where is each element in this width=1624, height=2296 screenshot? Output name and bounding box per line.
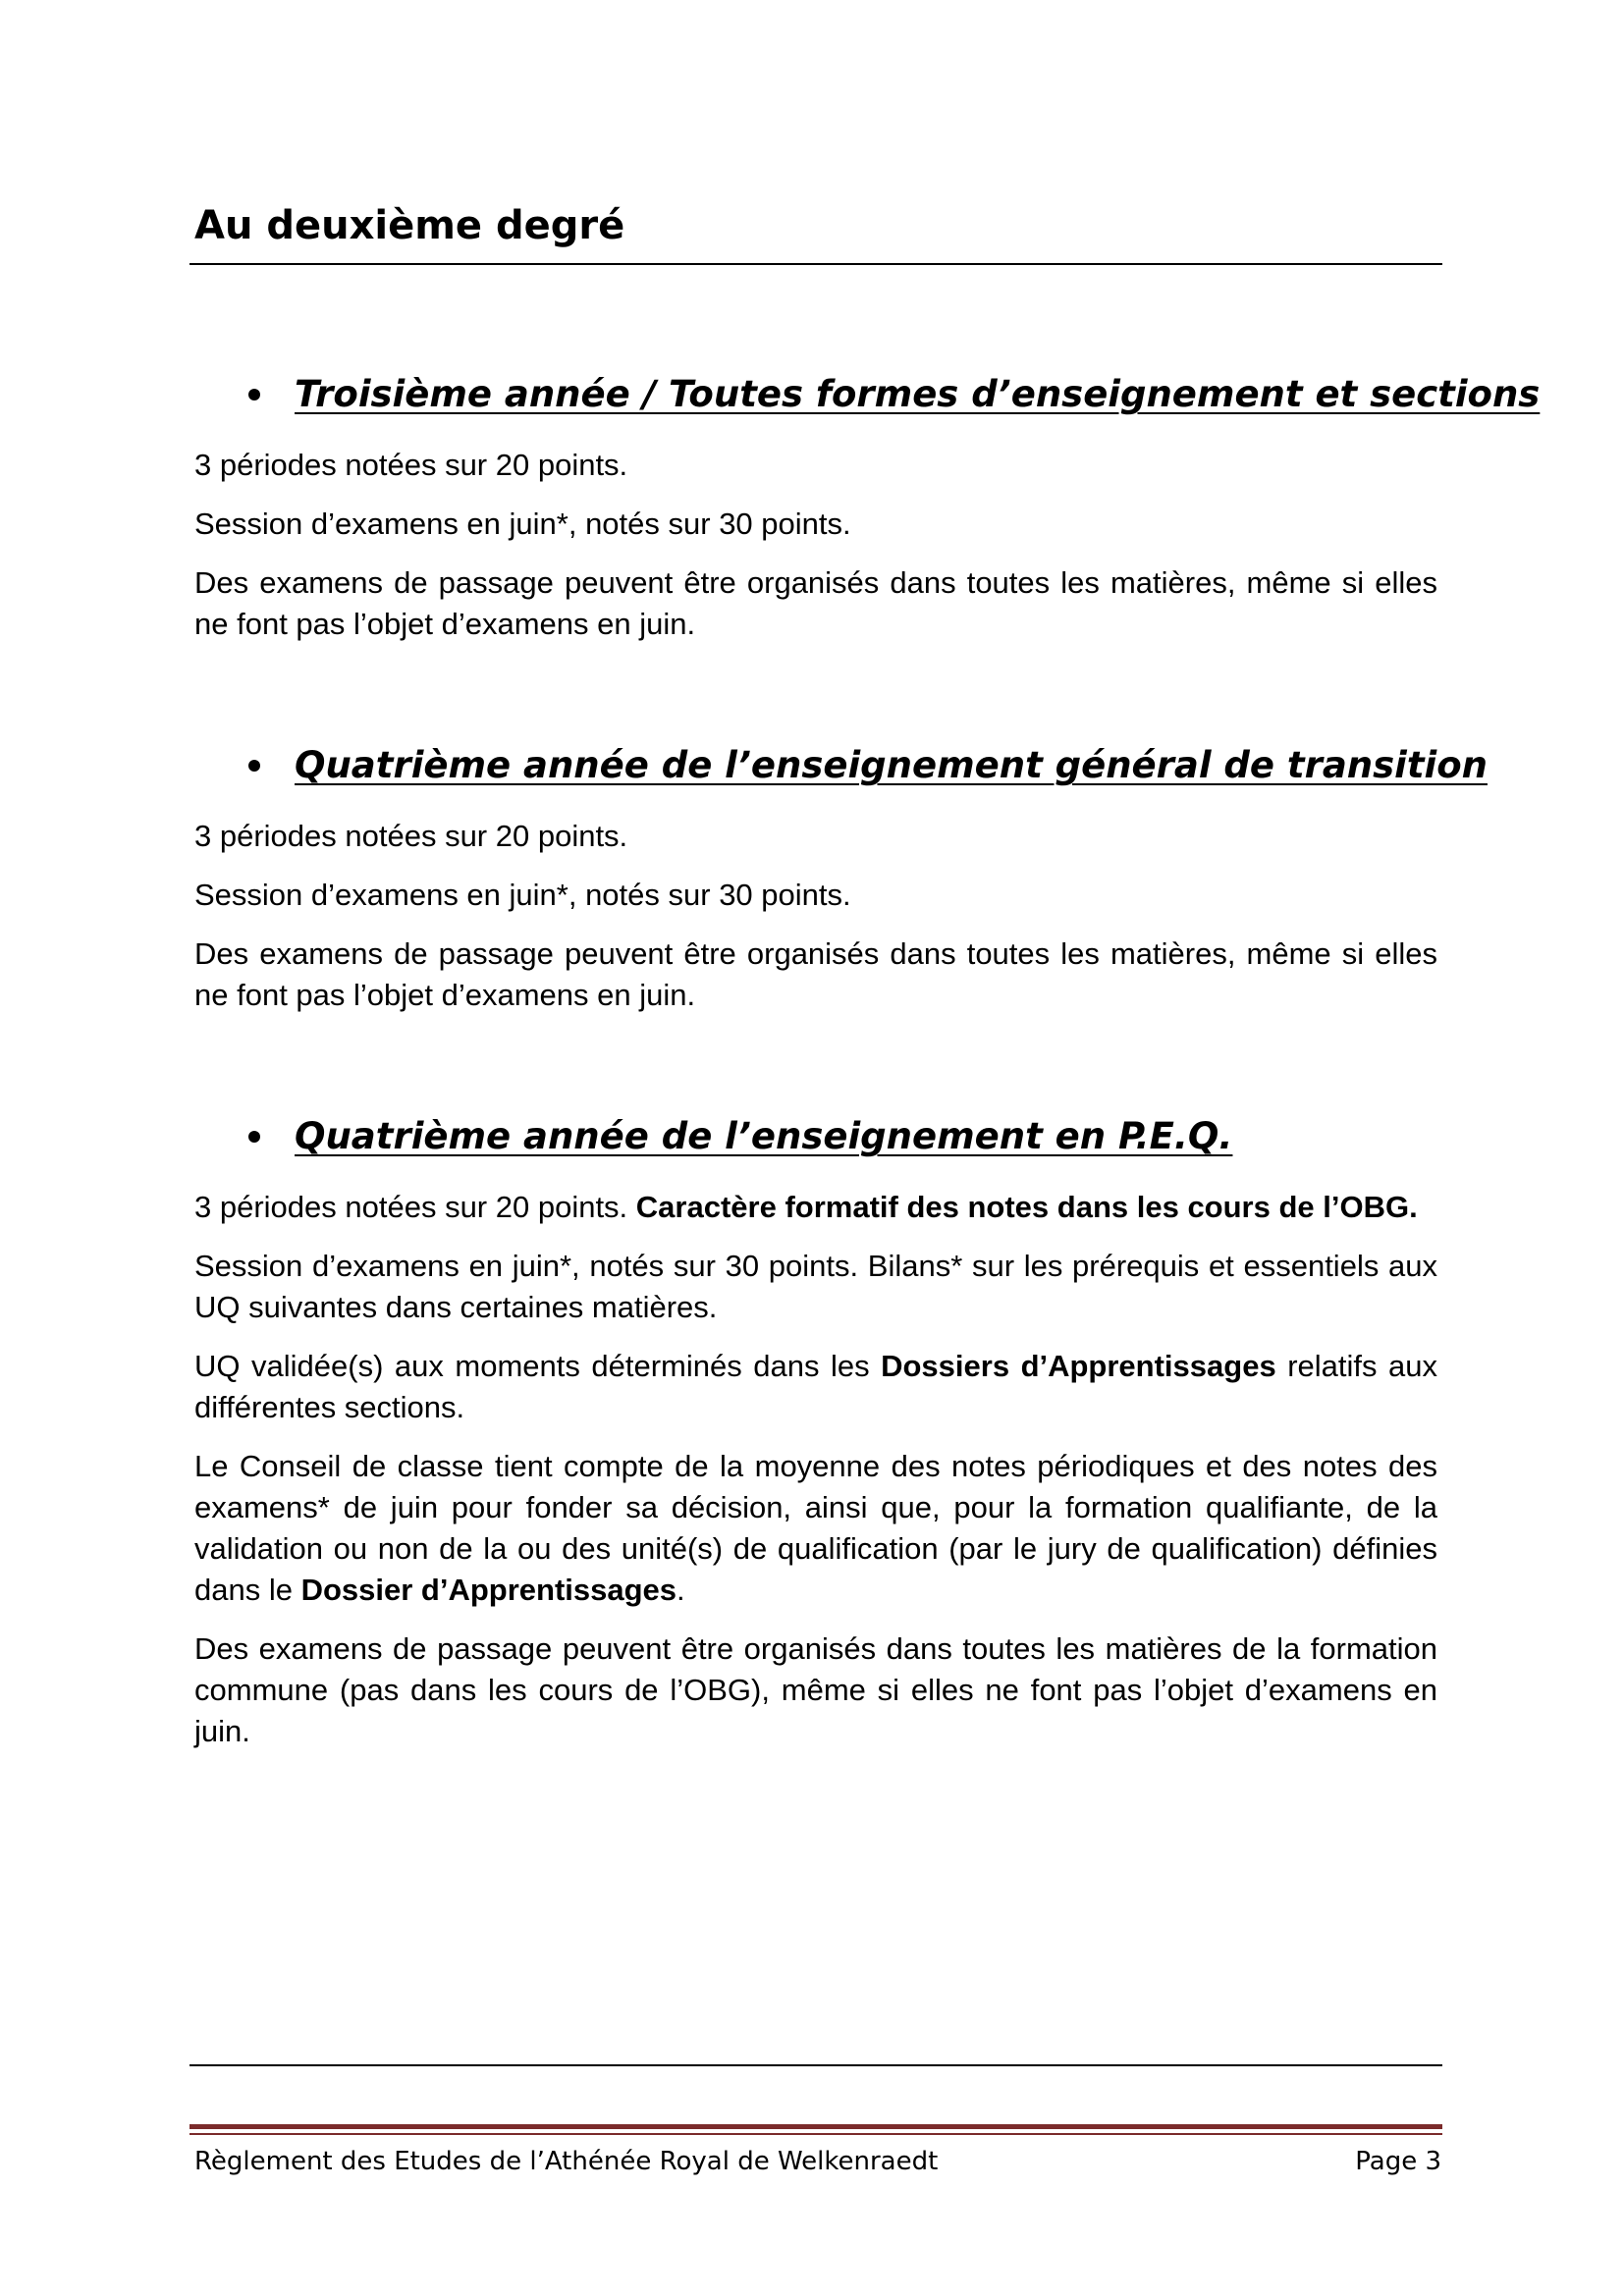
paragraph-passage-exams: Des examens de passage peuvent être organisés dans toutes les matières de la formation commune (pas dans les cours de l’OBG), même si elles ne font pas l’objet d’examens en juin. <box>194 1631 1437 1748</box>
footer-document-title: Règlement des Etudes de l’Athénée Royal de Welkenraedt <box>194 2147 939 2176</box>
paragraph-class-council <box>194 1446 1437 1611</box>
title-rule <box>189 263 1442 265</box>
paragraph-passage-exams: Des examens de passage peuvent être organisés dans toutes les matières, même si elles ne font pas l’objet d’examens en juin. <box>194 565 1437 641</box>
paragraph-passage-exams: Des examens de passage peuvent être organisés dans toutes les matières, même si elles ne font pas l’objet d’examens en juin. <box>194 936 1437 1012</box>
council-text-b: . <box>677 1573 685 1607</box>
bullet-icon <box>248 760 260 772</box>
paragraph-periods: 3 périodes notées sur 20 points. <box>194 819 628 853</box>
bullet-icon <box>248 1131 260 1143</box>
section-heading-text: Quatrième année de l’enseignement général de transition <box>295 744 1488 786</box>
section-heading <box>194 731 1488 800</box>
footer-separator <box>189 2064 1442 2066</box>
paragraph-session: Session d’examens en juin*, notés sur 30 points. <box>194 878 851 912</box>
uq-text-b: relatifs aux différentes sections. <box>194 1349 1438 1424</box>
section-fourth-year-peq <box>194 1102 1437 1752</box>
page-title: Au deuxième degré <box>194 203 625 248</box>
section-fourth-year-general <box>194 731 1488 1016</box>
dossiers-apprentissages: Dossiers d’Apprentissages <box>881 1349 1276 1383</box>
paragraph-uq-validation <box>194 1346 1437 1428</box>
council-text-a: Le Conseil de classe tient compte de la moyenne des notes périodiques et des notes des examens* de juin pour fonder sa décision, ainsi que, pour la formation qualifiante, de la validation ou non de la ou des unité(s) de qualification (par le jury de qualification) définies dans le <box>194 1449 1437 1607</box>
paragraph-periods <box>194 1187 1437 1228</box>
footer-page-number: Page 3 <box>1355 2147 1441 2176</box>
formative-notes-note: Caractère formatif des notes dans les cours de l’OBG. <box>635 1190 1418 1224</box>
dossier-apprentissages: Dossier d’Apprentissages <box>300 1573 677 1607</box>
section-heading-text: Troisième année / Toutes formes d’enseignement et sections <box>295 373 1541 415</box>
paragraph-session: Session d’examens en juin*, notés sur 30 points. <box>194 507 851 541</box>
paragraph-periods: 3 périodes notées sur 20 points. <box>194 448 628 482</box>
paragraph-session-bilans: Session d’examens en juin*, notés sur 30 points. Bilans* sur les prérequis et essentiels aux UQ suivantes dans certaines matières. <box>194 1249 1437 1324</box>
section-heading-text: Quatrième année de l’enseignement en P.E.Q. <box>295 1115 1233 1157</box>
footer-band <box>189 2124 1442 2129</box>
section-heading <box>194 360 1541 429</box>
section-heading <box>194 1102 1437 1171</box>
footer-band-line <box>189 2133 1442 2135</box>
section-third-year <box>194 360 1541 645</box>
uq-text-a: UQ validée(s) aux moments déterminés dans les <box>194 1349 882 1383</box>
periods-text: 3 périodes notées sur 20 points. <box>194 1190 636 1224</box>
bullet-icon <box>248 389 260 400</box>
